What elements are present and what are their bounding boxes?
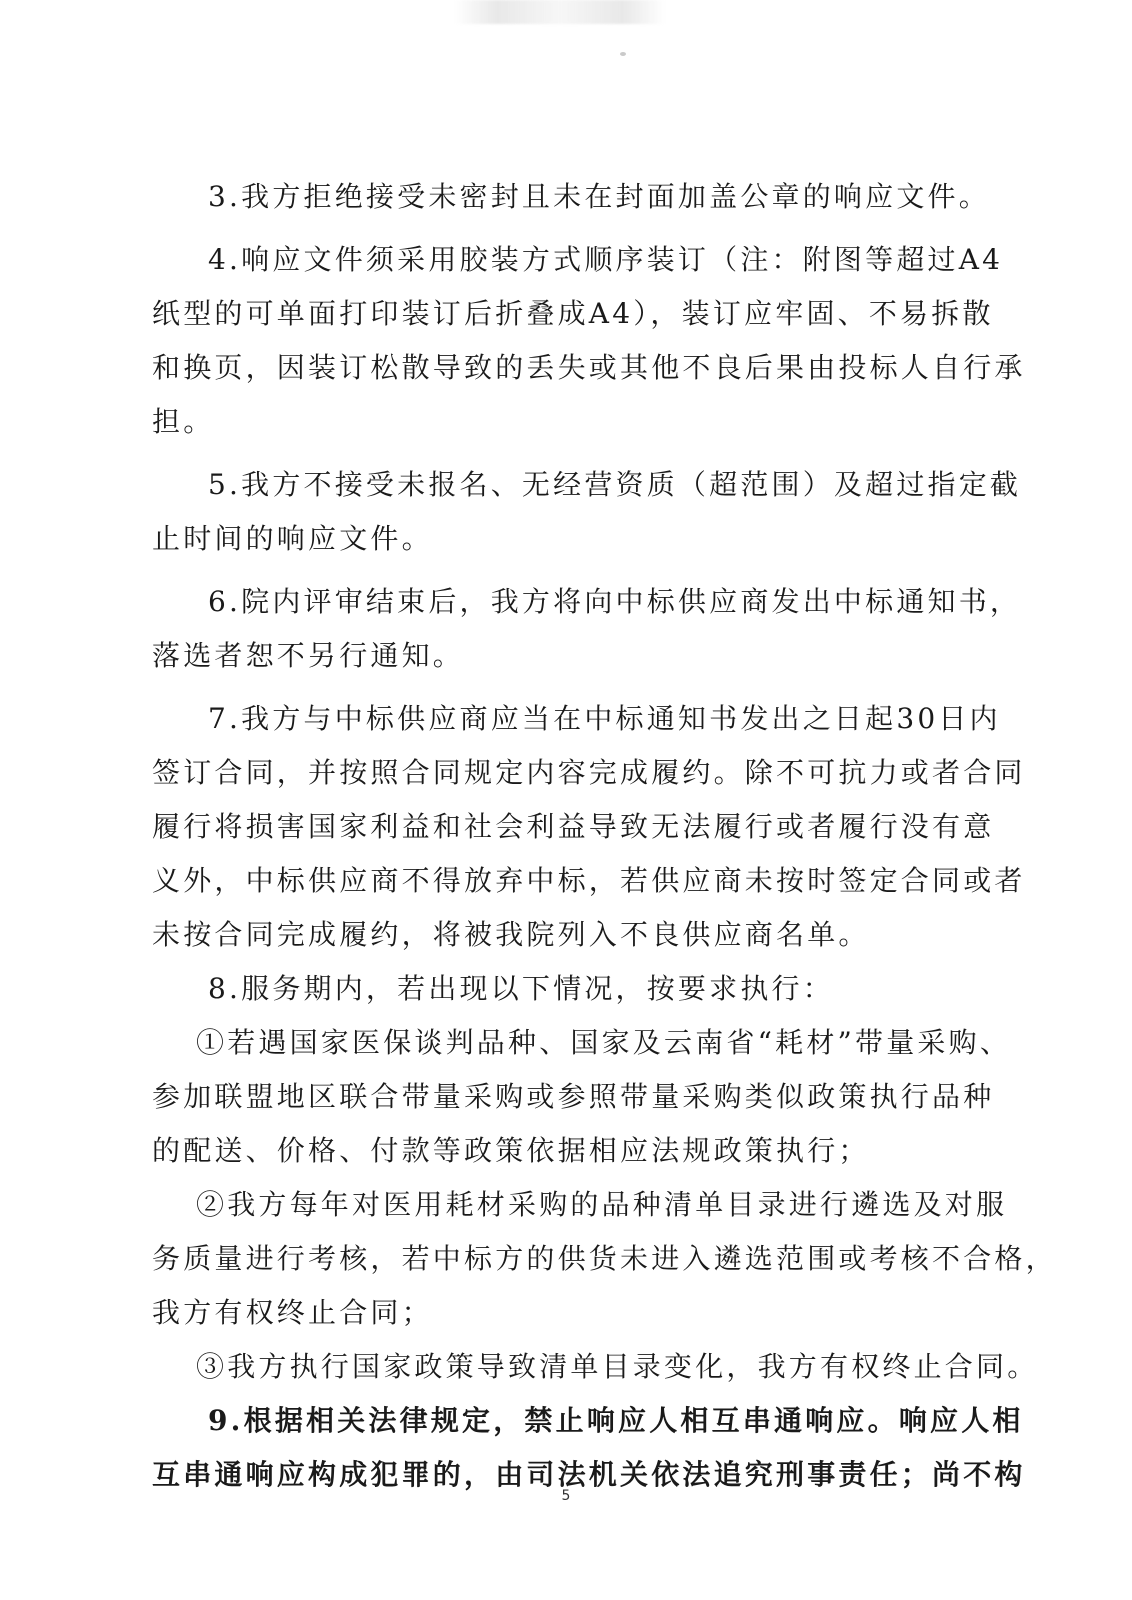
clause-8-line-1: 8.服务期内，若出现以下情况，按要求执行： — [208, 972, 834, 1005]
clause-9-line-2: 互串通响应构成犯罪的，由司法机关依法追究刑事责任；尚不构 — [152, 1458, 1026, 1491]
clause-8-item-1-line-3: 的配送、价格、付款等政策依据相应法规政策执行； — [152, 1134, 870, 1167]
clause-7-line-1: 7.我方与中标供应商应当在中标通知书发出之日起30日内 — [208, 702, 1001, 735]
clause-4-line-3: 和换页，因装订松散导致的丢失或其他不良后果由投标人自行承 — [152, 351, 1026, 384]
clause-7-line-5: 未按合同完成履约，将被我院列入不良供应商名单。 — [152, 918, 870, 951]
clause-8-item-1-line-2: 参加联盟地区联合带量采购或参照带量采购类似政策执行品种 — [152, 1080, 995, 1113]
document-body — [152, 170, 1057, 1502]
clause-7-line-3: 履行将损害国家利益和社会利益导致无法履行或者履行没有意 — [152, 810, 995, 843]
clause-8-item-2-line-3: 我方有权终止合同； — [152, 1296, 433, 1329]
clause-8-item-1-line-1: ①若遇国家医保谈判品种、国家及云南省“耗材”带量采购、 — [196, 1026, 1012, 1059]
clause-6-line-2: 落选者恕不另行通知。 — [152, 639, 465, 672]
clause-8-item-2-line-2: 务质量进行考核，若中标方的供货未进入遴选范围或考核不合格， — [152, 1242, 1057, 1275]
clause-9-line-1: 9.根据相关法律规定，禁止响应人相互串通响应。响应人相 — [208, 1404, 1024, 1437]
clause-8-item-3-line-1: ③我方执行国家政策导致清单目录变化，我方有权终止合同。 — [196, 1350, 1039, 1383]
clause-6-line-1: 6.院内评审结束后，我方将向中标供应商发出中标通知书， — [208, 585, 1022, 618]
scan-artifact-dot — [620, 52, 626, 56]
page-number: 5 — [561, 1488, 571, 1504]
clause-4-line-1: 4.响应文件须采用胶装方式顺序装订（注：附图等超过A4 — [208, 243, 1004, 276]
clause-5-line-2: 止时间的响应文件。 — [152, 522, 433, 555]
clause-8-item-2-line-1: ②我方每年对医用耗材采购的品种清单目录进行遴选及对服 — [196, 1188, 1008, 1221]
scan-artifact — [455, 0, 665, 24]
clause-3-line-1: 3.我方拒绝接受未密封且未在封面加盖公章的响应文件。 — [208, 180, 990, 213]
clause-4-line-4: 担。 — [152, 405, 215, 438]
clause-4-line-2: 纸型的可单面打印装订后折叠成A4），装订应牢固、不易拆散 — [152, 297, 994, 330]
clause-7-line-4: 义外，中标供应商不得放弃中标，若供应商未按时签定合同或者 — [152, 864, 1026, 897]
clause-5-line-1: 5.我方不接受未报名、无经营资质（超范围）及超过指定截 — [208, 468, 1022, 501]
clause-7-line-2: 签订合同，并按照合同规定内容完成履约。除不可抗力或者合同 — [152, 756, 1026, 789]
